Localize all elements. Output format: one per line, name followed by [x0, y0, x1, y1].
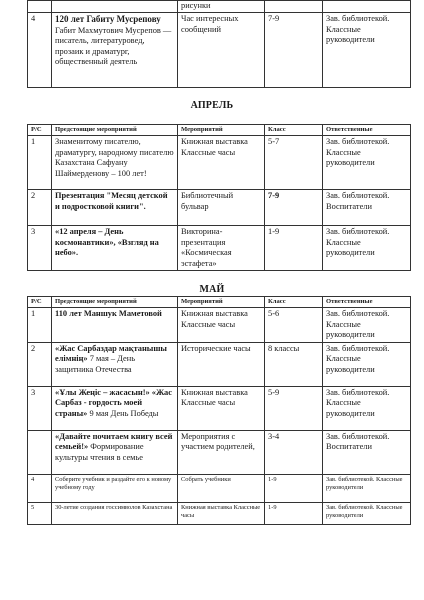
- row-number: 5: [28, 502, 52, 524]
- form-cell: Книжная выставка Классные часы: [178, 136, 265, 190]
- table-row: [28, 342, 411, 386]
- event-title: «Жас Сарбаздар мақтанышы елімнің»: [55, 343, 167, 364]
- class-cell: 1-9: [265, 226, 323, 271]
- class-cell: 5-6: [265, 308, 323, 343]
- event-cell: [52, 342, 178, 386]
- table-header-row: [28, 297, 411, 308]
- row-number: [28, 1, 52, 13]
- header-event: Предстоящие мероприятий: [52, 125, 178, 136]
- responsible-cell: [323, 1, 411, 13]
- table-row: [28, 386, 411, 430]
- table-header-row: [28, 125, 411, 136]
- responsible-cell: Зав. библиотекой. Классные руководители: [323, 474, 411, 502]
- responsible-cell: Зав. библиотекой. Воспитатели: [323, 430, 411, 474]
- may-heading: МАЙ: [199, 284, 225, 295]
- may-events-table: [27, 296, 411, 525]
- event-title: 110 лет Маншук Маметовой: [55, 309, 162, 318]
- april-events-table: [27, 124, 411, 271]
- responsible-cell: Зав. библиотекой. Классные руководители: [323, 136, 411, 190]
- form-cell: Собрать учебники: [178, 474, 265, 502]
- event-cell: [52, 430, 178, 474]
- header-number: Р/С: [28, 297, 52, 308]
- event-description: Габит Махмутович Мусрепов — писатель, литературовед, прозаик и драматург, общественный деятель: [55, 25, 172, 67]
- header-responsible: Ответственные: [323, 125, 411, 136]
- event-title: «Давайте почитаем книгу всей семьей!»: [55, 431, 173, 452]
- responsible-cell: Зав. библиотекой. Классные руководители: [323, 226, 411, 271]
- header-form: Мероприятий: [178, 297, 265, 308]
- form-cell: Книжная выставка Классные часы: [178, 386, 265, 430]
- event-cell: [52, 308, 178, 343]
- responsible-cell: Зав. библиотекой. Классные руководители: [323, 13, 411, 88]
- event-title: 120 лет Габиту Мусрепову: [55, 14, 161, 24]
- responsible-cell: Зав. библиотекой. Классные руководители: [323, 502, 411, 524]
- row-number: [28, 430, 52, 474]
- row-number: 3: [28, 226, 52, 271]
- form-cell: рисунки: [178, 1, 265, 13]
- event-cell: Презентация "Месяц детской и подростковой книги".: [52, 190, 178, 226]
- form-cell: Час интересных сообщений: [178, 13, 265, 88]
- responsible-cell: Зав. библиотекой. Воспитатели: [323, 190, 411, 226]
- row-number: 2: [28, 190, 52, 226]
- table-row: [28, 430, 411, 474]
- event-cell: 30-летие создания госсимволов Казахстана: [52, 502, 178, 524]
- header-class: Класс: [265, 297, 323, 308]
- event-description: 7 мая – День защитника Отечества: [55, 354, 136, 374]
- row-number: 4: [28, 474, 52, 502]
- event-description: Формирование культуры чтения в семье: [55, 442, 144, 462]
- class-cell: 1-9: [265, 502, 323, 524]
- event-title: «Ұлы Жеңіс – жасасын!» «Жас Сарбаз - гордость моей страны»: [55, 387, 172, 418]
- form-cell: Книжная выставка Классные часы: [178, 502, 265, 524]
- table-row: [28, 226, 411, 271]
- responsible-cell: Зав. библиотекой. Классные руководители: [323, 342, 411, 386]
- class-cell: 7-9: [265, 190, 323, 226]
- form-cell: Исторические часы: [178, 342, 265, 386]
- event-cell: [52, 1, 178, 13]
- header-event: Предстоящие мероприятий: [52, 297, 178, 308]
- table-row: [28, 1, 411, 13]
- header-responsible: Ответственные: [323, 297, 411, 308]
- form-cell: Мероприятия с участием родителей,: [178, 430, 265, 474]
- table-row: [28, 13, 411, 88]
- row-number: 1: [28, 308, 52, 343]
- event-cell: Соберите учебник и раздайте его к новому учебному году: [52, 474, 178, 502]
- table-row: [28, 136, 411, 190]
- april-heading: АПРЕЛЬ: [190, 100, 234, 111]
- form-cell: Библиотечный бульвар: [178, 190, 265, 226]
- header-class: Класс: [265, 125, 323, 136]
- class-cell: 7-9: [265, 13, 323, 88]
- row-number: 3: [28, 386, 52, 430]
- class-cell: [265, 1, 323, 13]
- top-events-table: [27, 0, 411, 88]
- class-cell: 5-9: [265, 386, 323, 430]
- event-cell: «12 апреля – День космонавтики», «Взгляд на небо».: [52, 226, 178, 271]
- event-cell: [52, 386, 178, 430]
- class-cell: 1-9: [265, 474, 323, 502]
- responsible-cell: Зав. библиотекой. Классные руководители: [323, 308, 411, 343]
- class-cell: 3-4: [265, 430, 323, 474]
- row-number: 1: [28, 136, 52, 190]
- event-cell: [52, 13, 178, 88]
- responsible-cell: Зав. библиотекой. Классные руководители: [323, 386, 411, 430]
- table-row: [28, 474, 411, 502]
- table-row: [28, 502, 411, 524]
- table-row: [28, 190, 411, 226]
- row-number: 4: [28, 13, 52, 88]
- header-number: Р/С: [28, 125, 52, 136]
- event-cell: Знаменитому писателю, драматургу, народному писателю Казахстана Сафуану Шаймерденову – 100 лет!: [52, 136, 178, 190]
- class-cell: 5-7: [265, 136, 323, 190]
- class-cell: 8 классы: [265, 342, 323, 386]
- row-number: 2: [28, 342, 52, 386]
- table-row: [28, 308, 411, 343]
- form-cell: Викторина-презентация «Космическая эстафета»: [178, 226, 265, 271]
- form-cell: Книжная выставка Классные часы: [178, 308, 265, 343]
- event-description: 9 мая День Победы: [87, 408, 159, 418]
- header-form: Мероприятий: [178, 125, 265, 136]
